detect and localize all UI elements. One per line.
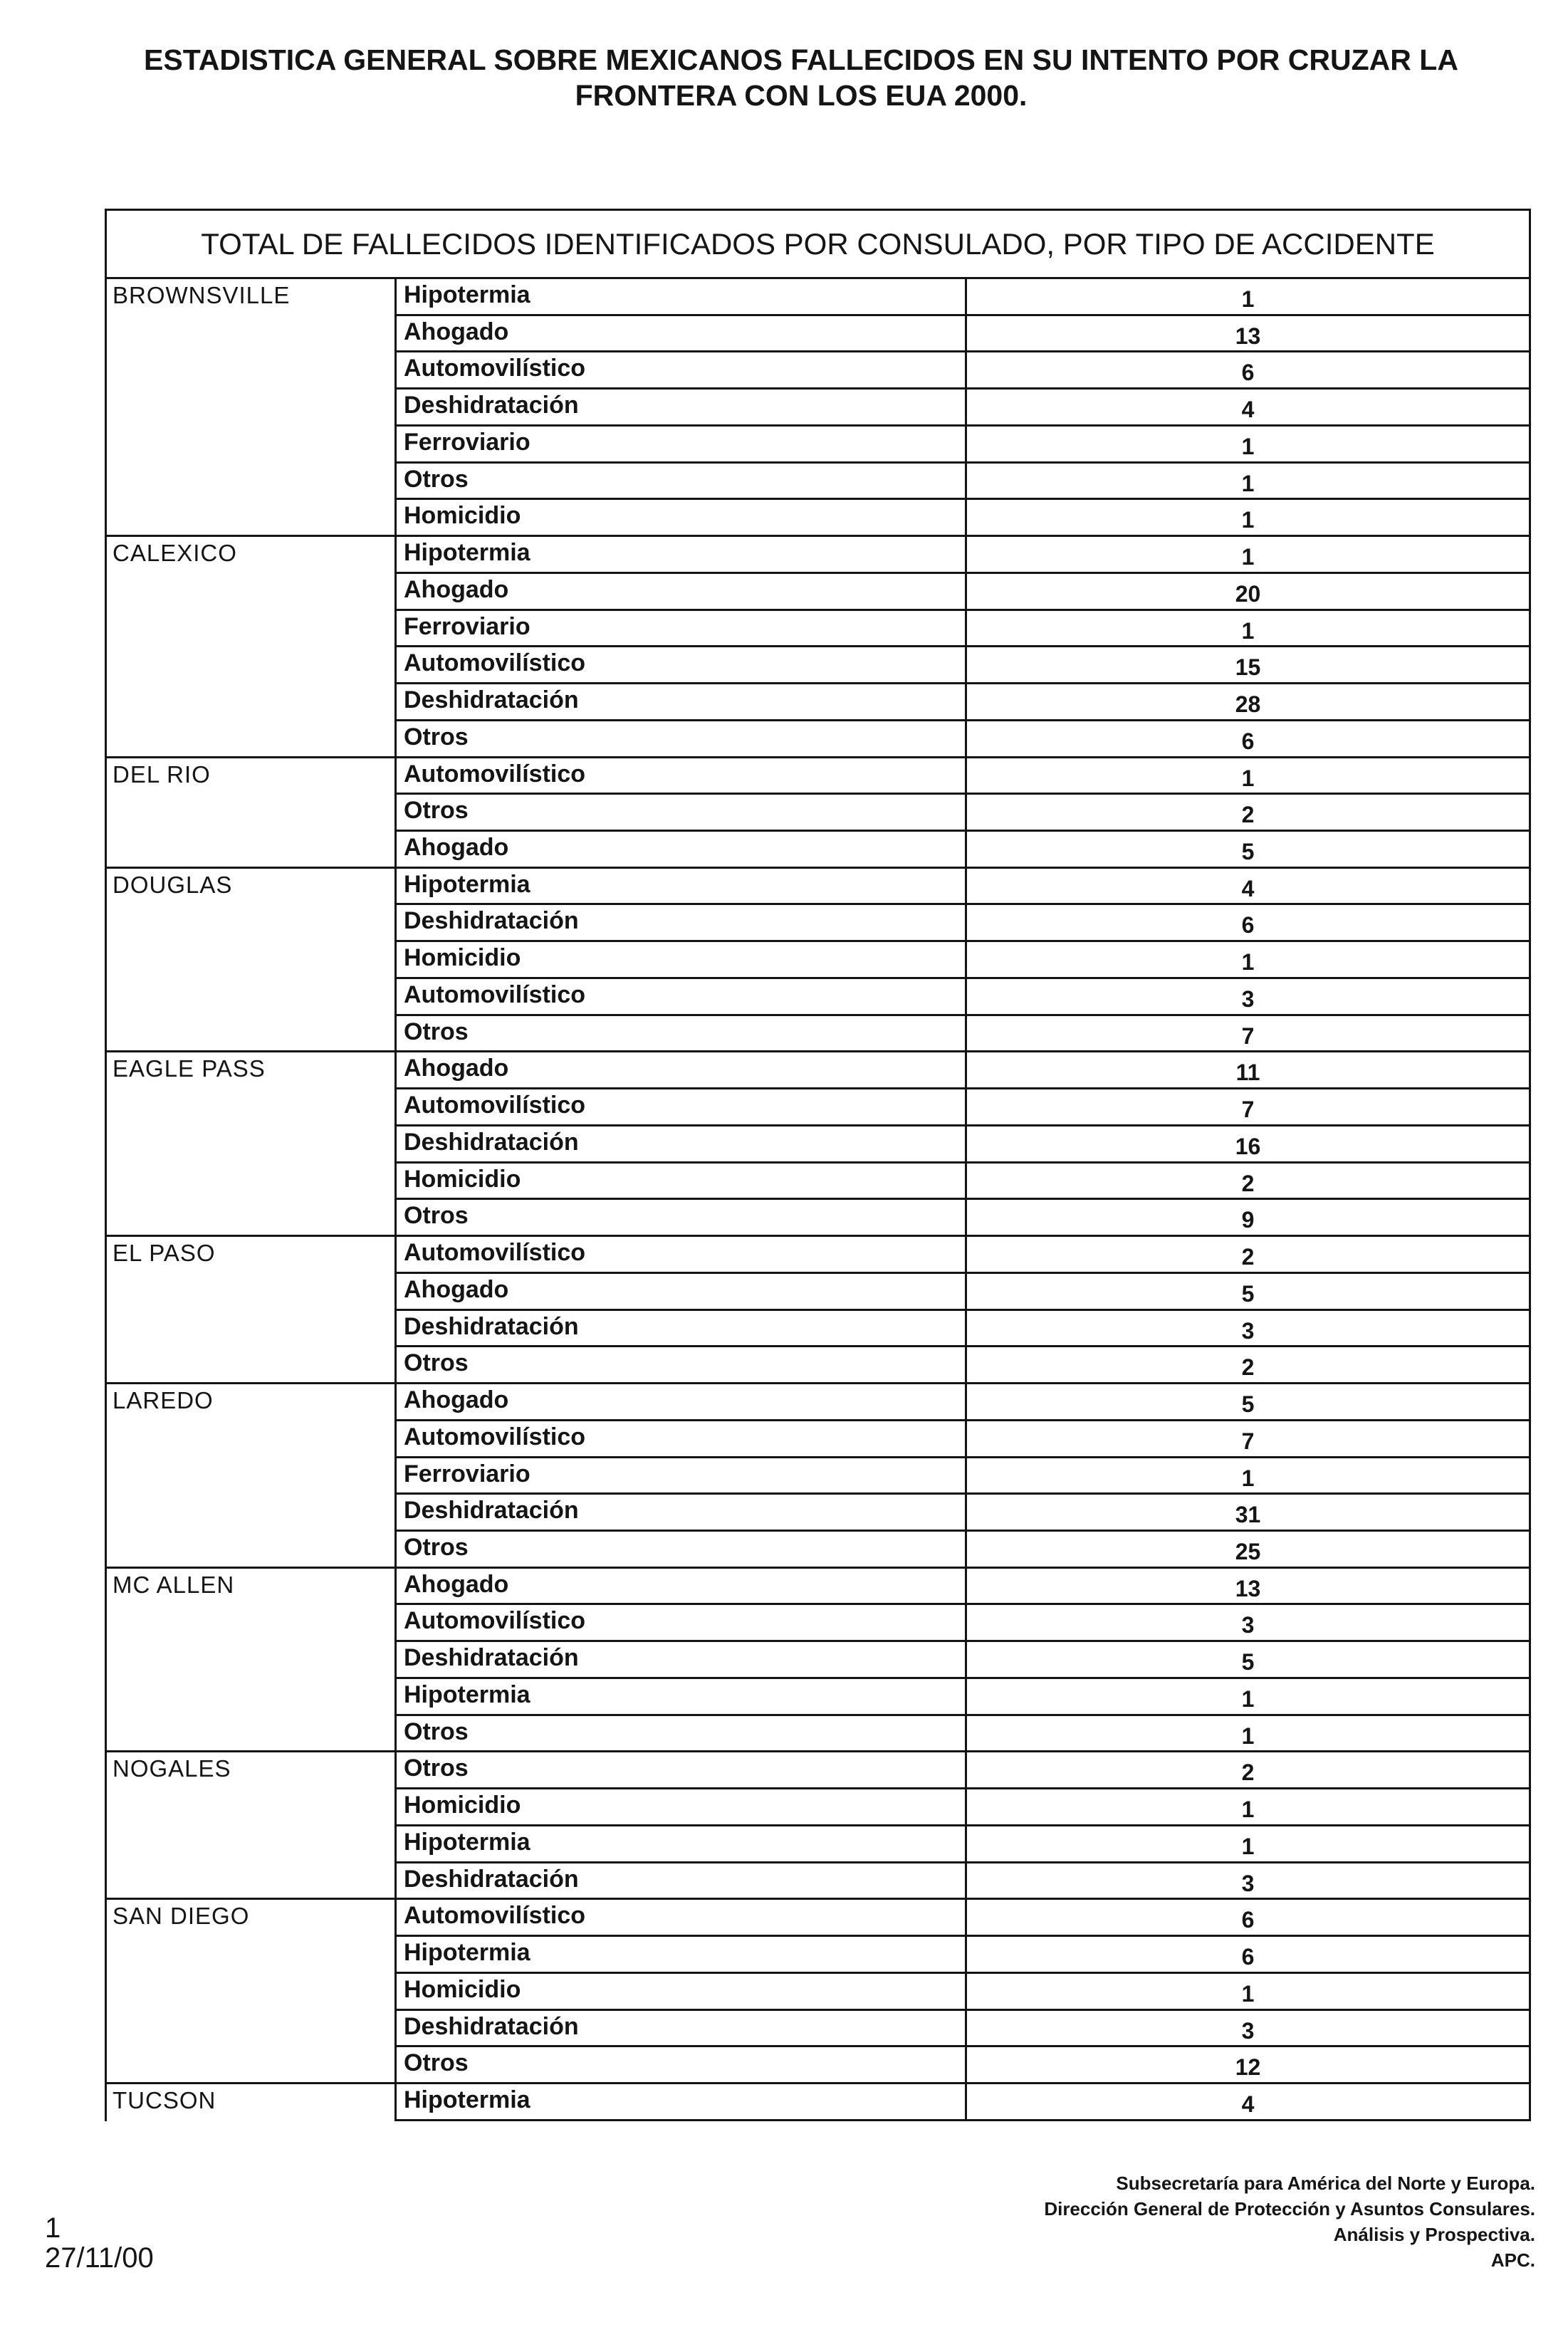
document-title (71, 42, 1531, 113)
death-count-cell: 6 (967, 1900, 1529, 1937)
death-count-cell: 20 (967, 574, 1529, 611)
death-count-cell: 3 (967, 1605, 1529, 1642)
death-count-cell: 16 (967, 1126, 1529, 1164)
death-count-cell: 2 (967, 1347, 1529, 1384)
death-count-cell: 5 (967, 1642, 1529, 1679)
footer-line: Subsecretaría para América del Norte y Europa. (1116, 2173, 1535, 2194)
accident-type-cell: Otros (397, 1752, 967, 1789)
death-count-cell: 5 (967, 832, 1529, 869)
consulate-name: NOGALES (107, 1752, 397, 1900)
death-count-cell: 1 (967, 500, 1529, 537)
death-count-cell: 1 (967, 427, 1529, 464)
death-count-cell: 4 (967, 869, 1529, 906)
death-count-cell: 7 (967, 1421, 1529, 1458)
consulate-name: DOUGLAS (107, 869, 397, 1053)
accident-type-cell: Hipotermia (397, 2084, 967, 2121)
footer-credits (1044, 2170, 1535, 2273)
accident-type-cell: Hipotermia (397, 1679, 967, 1716)
accident-type-cell: Hipotermia (397, 1826, 967, 1863)
accident-type-cell: Otros (397, 1200, 967, 1237)
accident-type-cell: Ahogado (397, 574, 967, 611)
death-count-cell: 5 (967, 1384, 1529, 1421)
accident-type-cell: Hipotermia (397, 1937, 967, 1974)
accident-type-cell: Otros (397, 1016, 967, 1053)
accident-type-cell: Deshidratación (397, 684, 967, 721)
accident-type-cell: Automovilístico (397, 1605, 967, 1642)
accident-type-cell: Automovilístico (397, 1089, 967, 1126)
death-count-cell: 2 (967, 795, 1529, 832)
accident-type-cell: Ferroviario (397, 427, 967, 464)
death-count-cell: 1 (967, 611, 1529, 648)
accident-type-cell: Ahogado (397, 1384, 967, 1421)
accident-type-cell: Otros (397, 721, 967, 758)
footer-line: Dirección General de Protección y Asuntos Consulares. (1044, 2198, 1535, 2220)
table-header: TOTAL DE FALLECIDOS IDENTIFICADOS POR CONSULADO, POR TIPO DE ACCIDENTE (107, 211, 1529, 279)
footer-line: Análisis y Prospectiva. (1333, 2224, 1535, 2245)
death-count-cell: 7 (967, 1016, 1529, 1053)
consulate-name: MC ALLEN (107, 1569, 397, 1753)
deaths-table (105, 209, 1531, 2121)
accident-type-cell: Otros (397, 2047, 967, 2084)
death-count-cell: 28 (967, 684, 1529, 721)
death-count-cell: 6 (967, 1937, 1529, 1974)
death-count-cell: 1 (967, 464, 1529, 501)
consulate-name: CALEXICO (107, 537, 397, 758)
death-count-cell: 3 (967, 979, 1529, 1016)
accident-type-cell: Ahogado (397, 1274, 967, 1311)
death-count-cell: 1 (967, 1826, 1529, 1863)
accident-type-cell: Automovilístico (397, 979, 967, 1016)
accident-type-cell: Otros (397, 1532, 967, 1569)
accident-type-cell: Deshidratación (397, 2011, 967, 2048)
death-count-cell: 2 (967, 1164, 1529, 1201)
accident-type-cell: Hipotermia (397, 537, 967, 574)
accident-type-cell: Otros (397, 464, 967, 501)
footer-line: APC. (1490, 2249, 1535, 2271)
death-count-cell: 6 (967, 352, 1529, 390)
death-count-cell: 1 (967, 758, 1529, 795)
title-line-2: FRONTERA CON LOS EUA 2000. (575, 79, 1028, 112)
accident-type-cell: Deshidratación (397, 390, 967, 427)
death-count-cell: 1 (967, 1679, 1529, 1716)
accident-type-cell: Automovilístico (397, 352, 967, 390)
accident-type-cell: Automovilístico (397, 758, 967, 795)
death-count-cell: 9 (967, 1200, 1529, 1237)
accident-type-cell: Deshidratación (397, 1126, 967, 1164)
consulate-name: TUCSON (107, 2084, 397, 2121)
death-count-cell: 1 (967, 942, 1529, 979)
consulate-name: LAREDO (107, 1384, 397, 1569)
death-count-cell: 11 (967, 1052, 1529, 1089)
death-count-cell: 3 (967, 2011, 1529, 2048)
accident-type-cell: Automovilístico (397, 1421, 967, 1458)
death-count-cell: 6 (967, 721, 1529, 758)
accident-type-cell: Otros (397, 1347, 967, 1384)
death-count-cell: 12 (967, 2047, 1529, 2084)
accident-type-cell: Homicidio (397, 1789, 967, 1826)
death-count-cell: 3 (967, 1863, 1529, 1901)
death-count-cell: 2 (967, 1237, 1529, 1274)
death-count-cell: 25 (967, 1532, 1529, 1569)
accident-type-cell: Automovilístico (397, 1237, 967, 1274)
accident-type-cell: Ahogado (397, 1052, 967, 1089)
accident-type-cell: Deshidratación (397, 1642, 967, 1679)
death-count-cell: 15 (967, 647, 1529, 684)
accident-type-cell: Hipotermia (397, 869, 967, 906)
consulate-name: EAGLE PASS (107, 1052, 397, 1237)
death-count-cell: 6 (967, 905, 1529, 942)
death-count-cell: 5 (967, 1274, 1529, 1311)
accident-type-cell: Otros (397, 795, 967, 832)
death-count-cell: 1 (967, 537, 1529, 574)
accident-type-cell: Ahogado (397, 1569, 967, 1606)
page-number: 1 (45, 2212, 61, 2244)
accident-type-cell: Ferroviario (397, 611, 967, 648)
accident-type-cell: Homicidio (397, 1164, 967, 1201)
consulate-name: SAN DIEGO (107, 1900, 397, 2084)
death-count-cell: 13 (967, 316, 1529, 353)
death-count-cell: 31 (967, 1495, 1529, 1532)
accident-type-cell: Deshidratación (397, 1311, 967, 1348)
death-count-cell: 1 (967, 1716, 1529, 1753)
death-count-cell: 2 (967, 1752, 1529, 1789)
accident-type-cell: Homicidio (397, 500, 967, 537)
accident-type-cell: Deshidratación (397, 1863, 967, 1901)
accident-type-cell: Deshidratación (397, 1495, 967, 1532)
accident-type-cell: Deshidratación (397, 905, 967, 942)
accident-type-cell: Ahogado (397, 832, 967, 869)
death-count-cell: 13 (967, 1569, 1529, 1606)
accident-type-cell: Hipotermia (397, 279, 967, 316)
accident-type-cell: Automovilístico (397, 647, 967, 684)
death-count-cell: 3 (967, 1311, 1529, 1348)
accident-type-cell: Homicidio (397, 1974, 967, 2011)
death-count-cell: 1 (967, 1789, 1529, 1826)
consulate-name: DEL RIO (107, 758, 397, 869)
print-date: 27/11/00 (45, 2242, 154, 2274)
title-line-1: ESTADISTICA GENERAL SOBRE MEXICANOS FALLECIDOS EN SU INTENTO POR CRUZAR LA (144, 43, 1458, 76)
death-count-cell: 7 (967, 1089, 1529, 1126)
death-count-cell: 4 (967, 2084, 1529, 2121)
accident-type-cell: Automovilístico (397, 1900, 967, 1937)
death-count-cell: 1 (967, 279, 1529, 316)
death-count-cell: 1 (967, 1974, 1529, 2011)
accident-type-cell: Homicidio (397, 942, 967, 979)
death-count-cell: 1 (967, 1458, 1529, 1495)
accident-type-cell: Otros (397, 1716, 967, 1753)
consulate-name: BROWNSVILLE (107, 279, 397, 537)
accident-type-cell: Ferroviario (397, 1458, 967, 1495)
consulate-name: EL PASO (107, 1237, 397, 1384)
accident-type-cell: Ahogado (397, 316, 967, 353)
death-count-cell: 4 (967, 390, 1529, 427)
